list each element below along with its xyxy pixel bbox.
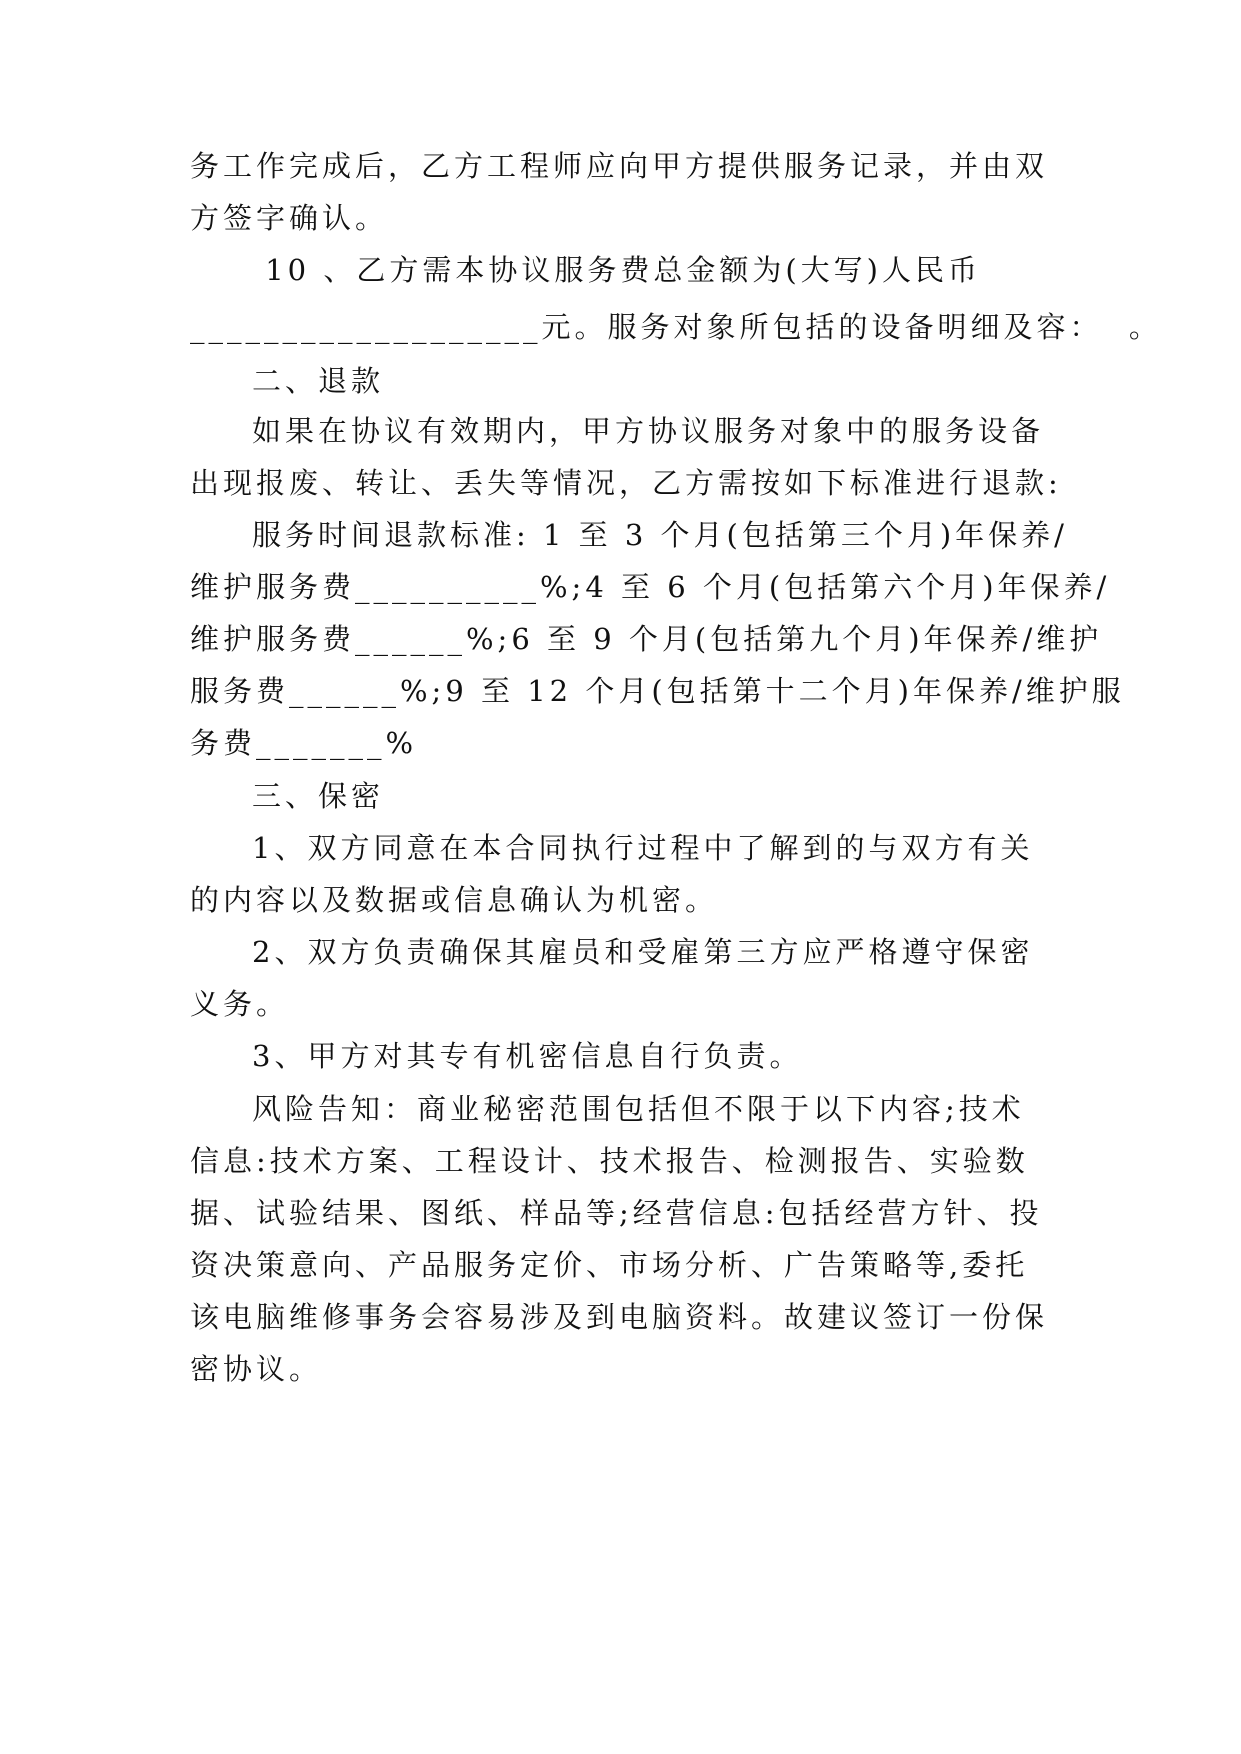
paragraph-line: 1、双方同意在本合同执行过程中了解到的与双方有关 [252,831,1034,865]
paragraph-line: 如果在协议有效期内，甲方协议服务对象中的服务设备 [252,414,1045,448]
paragraph-line: 维护服务费__________%;4 至 6 个月(包括第六个月)年保养/ [190,570,1111,604]
paragraph-line: 服务费______%;9 至 12 个月(包括第十二个月)年保养/维护服 [190,674,1125,708]
paragraph-line: 据、试验结果、图纸、样品等;经营信息:包括经营方针、投 [190,1196,1043,1230]
paragraph-line: 方签字确认。 [190,201,389,235]
paragraph-line: 的内容以及数据或信息确认为机密。 [190,883,719,917]
section-heading: 三、保密 [252,779,385,813]
paragraph-line: 信息:技术方案、工程设计、技术报告、检测报告、实验数 [190,1144,1029,1178]
paragraph-line: 出现报废、转让、丢失等情况，乙方需按如下标准进行退款: [190,466,1062,500]
paragraph-line: 风险告知：商业秘密范围包括但不限于以下内容;技术 [252,1092,1025,1126]
paragraph-line: 该电脑维修事务会容易涉及到电脑资料。故建议签订一份保 [190,1300,1049,1334]
paragraph-line: ___________________元。服务对象所包括的设备明细及容： 。 [190,310,1162,344]
paragraph-line: 维护服务费______%;6 至 9 个月(包括第九个月)年保养/维护 [190,622,1103,656]
paragraph-line: 密协议。 [190,1352,323,1386]
paragraph-line: 服务时间退款标准: 1 至 3 个月(包括第三个月)年保养/ [252,518,1068,552]
paragraph-line: 资决策意向、产品服务定价、市场分析、广告策略等,委托 [190,1248,1029,1282]
paragraph-line: 10 、乙方需本协议服务费总金额为(大写)人民币 [252,253,981,287]
paragraph-line: 务工作完成后，乙方工程师应向甲方提供服务记录，并由双 [190,149,1049,183]
paragraph-line: 2、双方负责确保其雇员和受雇第三方应严格遵守保密 [252,935,1034,969]
paragraph-line: 3、甲方对其专有机密信息自行负责。 [252,1039,803,1073]
section-heading: 二、退款 [252,364,385,398]
paragraph-line: 义务。 [190,987,290,1021]
paragraph-line: 务费_______% [190,726,418,760]
